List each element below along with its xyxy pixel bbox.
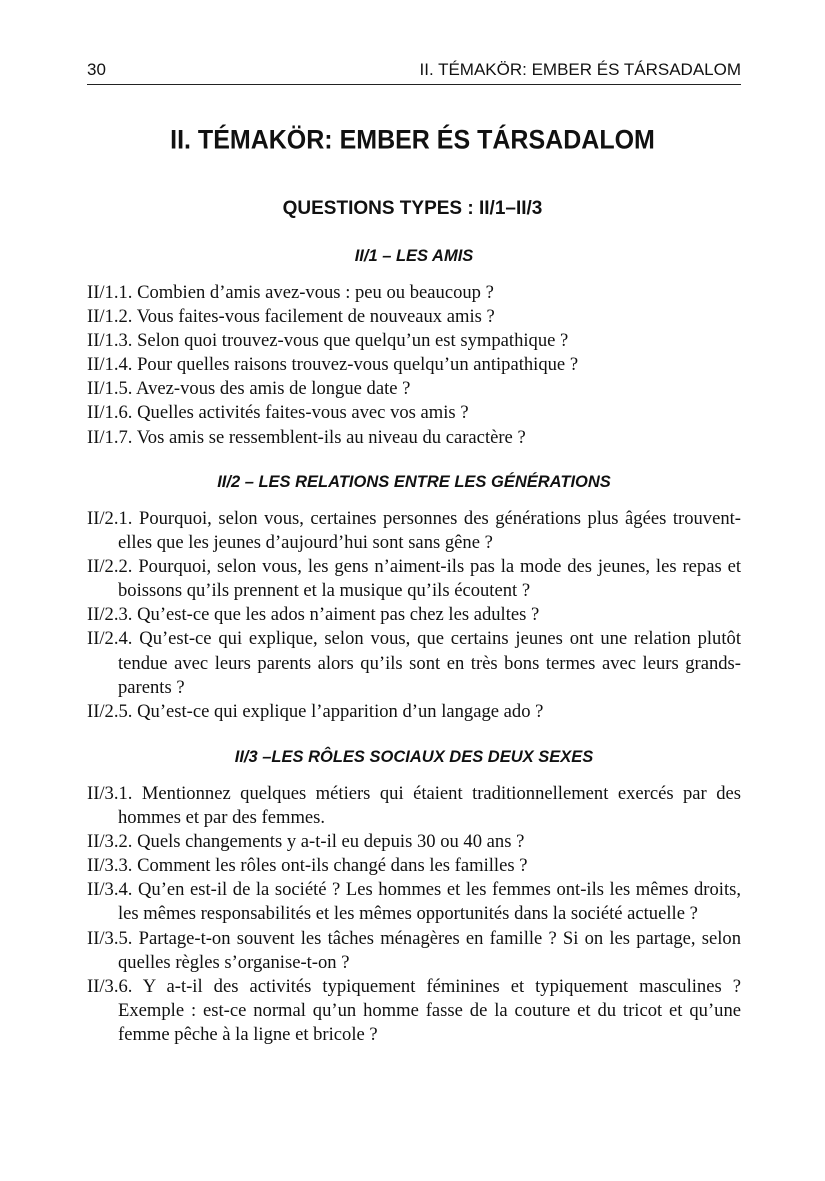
page-number: 30 (87, 60, 106, 79)
page-header (87, 58, 741, 85)
question-item: II/2.4. Qu’est-ce qui explique, selon vous, que certains jeunes ont une relation plutôt tendue avec leurs parents alors qu’ils sont en très bons termes avec leurs grands-parents ? (87, 628, 741, 698)
question-item: II/1.4. Pour quelles raisons trouvez-vous quelqu’un antipathique ? (87, 354, 579, 376)
question-item: II/2.1. Pourquoi, selon vous, certaines personnes des générations plus âgées trouvent-elles que les jeunes d’aujourd’hui sont sans gêne ? (87, 508, 741, 554)
question-item: II/3.4. Qu’en est-il de la société ? Les hommes et les femmes ont-ils les mêmes droits, les mêmes responsabilités et les mêmes opportunités dans la société actuelle ? (87, 879, 741, 925)
questions-subtitle: QUESTIONS TYPES : II/1–II/3 (282, 198, 543, 219)
section-relations-generations (87, 471, 741, 724)
section-les-amis (87, 245, 741, 450)
chapter-title: II. TÉMAKÖR: EMBER ÉS TÁRSADALOM (170, 124, 655, 156)
question-item: II/2.3. Qu’est-ce que les ados n’aiment pas chez les adultes ? (87, 604, 540, 626)
question-item: II/3.2. Quels changements y a-t-il eu depuis 30 ou 40 ans ? (87, 831, 525, 853)
question-item: II/3.6. Y a-t-il des activités typiquement féminines et typiquement masculines ? Exemple : est-ce normal qu’un homme fasse de la couture et du tricot et qu’une femme pêche à la ligne et bricole ? (87, 975, 741, 1045)
section-roles-sociaux (87, 746, 741, 1047)
question-list (87, 782, 741, 1047)
question-list (87, 281, 741, 450)
question-item: II/1.5. Avez-vous des amis de longue date ? (87, 378, 411, 400)
section-heading: II/2 – LES RELATIONS ENTRE LES GÉNÉRATIONS (217, 473, 611, 491)
question-item: II/2.5. Qu’est-ce qui explique l’apparition d’un langage ado ? (87, 700, 544, 722)
running-title: II. TÉMAKÖR: EMBER ÉS TÁRSADALOM (419, 60, 741, 79)
question-item: II/1.1. Combien d’amis avez-vous : peu ou beaucoup ? (87, 282, 494, 303)
question-item: II/2.2. Pourquoi, selon vous, les gens n’aiment-ils pas la mode des jeunes, les repas et boissons qu’ils prennent et la musique qu’ils écoutent ? (87, 556, 741, 602)
section-heading: II/1 – LES AMIS (354, 247, 474, 265)
question-item: II/3.3. Comment les rôles ont-ils changé dans les familles ? (87, 855, 528, 877)
question-item: II/1.3. Selon quoi trouvez-vous que quelqu’un est sympathique ? (87, 330, 569, 352)
question-list (87, 507, 741, 724)
question-item: II/3.5. Partage-t-on souvent les tâches ménagères en famille ? Si on les partage, selon quelles règles s’organise-t-on ? (87, 927, 741, 973)
question-item: II/1.6. Quelles activités faites-vous avec vos amis ? (87, 402, 469, 424)
section-heading: II/3 –LES RÔLES SOCIAUX DES DEUX SEXES (234, 748, 594, 766)
question-item: II/3.1. Mentionnez quelques métiers qui étaient traditionnellement exercés par des hommes et par des femmes. (87, 783, 741, 829)
question-item: II/1.2. Vous faites-vous facilement de nouveaux amis ? (87, 306, 495, 328)
question-item: II/1.7. Vos amis se ressemblent-ils au niveau du caractère ? (87, 426, 526, 448)
